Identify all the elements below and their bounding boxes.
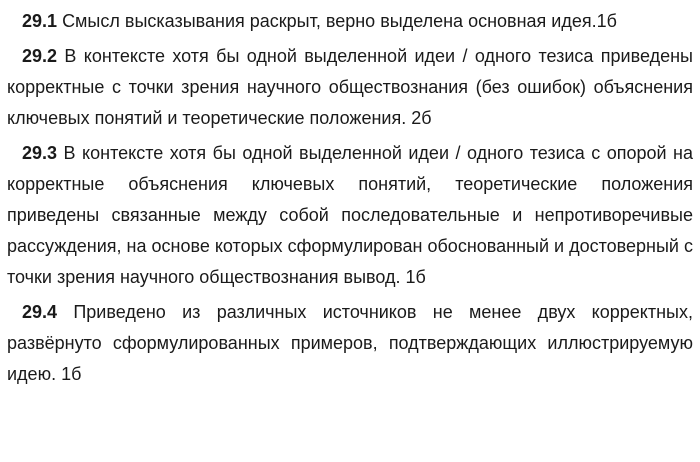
criterion-text: В контексте хотя бы одной выделенной идеи / одного тезиса приведены корректные с точки зрения научного обществознания (без ошибок) объяснения ключевых понятий и теоретические положения. 2б bbox=[7, 46, 693, 128]
criterion-29-1 bbox=[7, 6, 693, 37]
criterion-number: 29.4 bbox=[22, 302, 58, 322]
criterion-text: В контексте хотя бы одной выделенной идеи / одного тезиса с опорой на корректные объяснения ключевых понятий, теоретические положения приведены связанные между собой последовательные и непротиворечивые рассуждения, на основе которых сформулирован обоснованный и достоверный с точки зрения научного обществознания вывод. 1б bbox=[7, 143, 693, 287]
criterion-text: Приведено из различных источников не менее двух корректных, развёрнуто сформулированных примеров, подтверждающих иллюстрируемую идею. 1б bbox=[7, 302, 693, 384]
criterion-number: 29.1 bbox=[22, 11, 58, 31]
criterion-29-4 bbox=[7, 297, 693, 390]
criteria-document bbox=[7, 6, 693, 394]
criterion-number: 29.2 bbox=[22, 46, 58, 66]
criterion-text: Смысл высказывания раскрыт, верно выделена основная идея.1б bbox=[62, 11, 617, 31]
criterion-number: 29.3 bbox=[22, 143, 58, 163]
criterion-29-2 bbox=[7, 41, 693, 134]
criterion-29-3 bbox=[7, 138, 693, 293]
